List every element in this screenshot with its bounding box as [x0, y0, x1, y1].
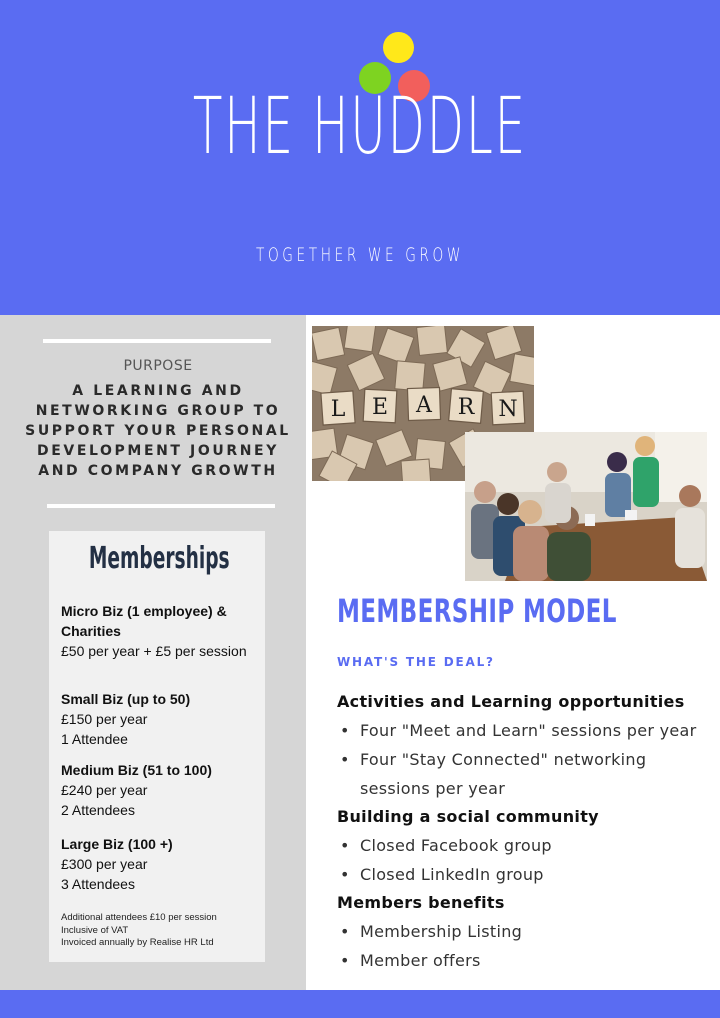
divider-top [43, 339, 271, 343]
bullet-icon: • [340, 951, 350, 970]
list-item-text: Membership Listing [360, 922, 523, 941]
section-heading-activities: Activities and Learning opportunities [337, 692, 685, 711]
meeting-photo [465, 432, 707, 581]
tier-large [61, 834, 257, 894]
list-item [340, 831, 700, 860]
list-item [340, 716, 700, 745]
fine-print-line: Additional attendees £10 per session [61, 912, 217, 923]
bullet-icon: • [340, 836, 350, 855]
fine-print-line: Inclusive of VAT [61, 924, 129, 936]
purpose-text: A LEARNING AND NETWORKING GROUP TO SUPPORT YOUR PERSONAL DEVELOPMENT JOURNEY AND COMPANY GROWTH [25, 383, 291, 479]
tier-price: £300 per year [61, 856, 148, 872]
fine-print [61, 912, 261, 950]
list-item [340, 917, 700, 946]
section-heading-benefits: Members benefits [337, 893, 505, 912]
list-item-text: Closed Facebook group [360, 836, 552, 855]
meeting-illustration [465, 432, 707, 581]
tile-letter: N [498, 397, 518, 422]
list-item-text: Closed LinkedIn group [360, 865, 544, 884]
fine-print-line: Invoiced annually by Realise HR Ltd [61, 937, 214, 948]
page-title: THE HUDDLE [192, 82, 528, 172]
purpose-label: PURPOSE [123, 358, 193, 374]
deal-subtitle: WHAT'S THE DEAL? [337, 655, 495, 669]
tier-attendees: 2 Attendees [61, 802, 135, 818]
bullet-icon: • [340, 865, 350, 884]
list-item-text: Member offers [360, 951, 481, 970]
tier-attendees: 3 Attendees [61, 876, 135, 892]
list-item [340, 745, 700, 803]
tier-attendees: 1 Attendee [61, 731, 128, 747]
membership-model-title: MEMBERSHIP MODEL [337, 592, 617, 630]
tile-letter: A [416, 393, 432, 418]
tier-name: Large Biz (100 +) [61, 836, 173, 852]
tier-price: £240 per year [61, 782, 148, 798]
section-heading-community: Building a social community [337, 807, 599, 826]
tile-letter: E [371, 395, 389, 420]
tier-name: Small Biz (up to 50) [61, 691, 191, 707]
footer-bar [0, 990, 720, 1018]
list-item-text: Four "Meet and Learn" sessions per year [360, 721, 697, 740]
tier-small [61, 689, 257, 749]
tier-name: Medium Biz (51 to 100) [61, 762, 212, 778]
bullet-icon: • [340, 721, 350, 740]
memberships-title: Memberships [88, 541, 230, 576]
bullet-icon: • [340, 922, 350, 941]
tagline: TOGETHER WE GROW [255, 244, 465, 266]
list-item [340, 946, 700, 975]
tier-price: £150 per year [61, 711, 148, 727]
tier-price: £50 per year + £5 per session [61, 643, 247, 659]
divider-bottom [47, 504, 275, 508]
list-item [340, 860, 700, 889]
bullet-icon: • [340, 750, 350, 769]
tier-name: Micro Biz (1 employee) & Charities [61, 603, 227, 639]
tile-letter: L [330, 397, 346, 422]
tier-medium [61, 760, 257, 820]
list-item-text: Four "Stay Connected" networking sessions per year [360, 750, 647, 798]
tile-letter: R [457, 395, 475, 420]
tier-micro [61, 601, 257, 661]
logo-dot-yellow [383, 32, 414, 63]
